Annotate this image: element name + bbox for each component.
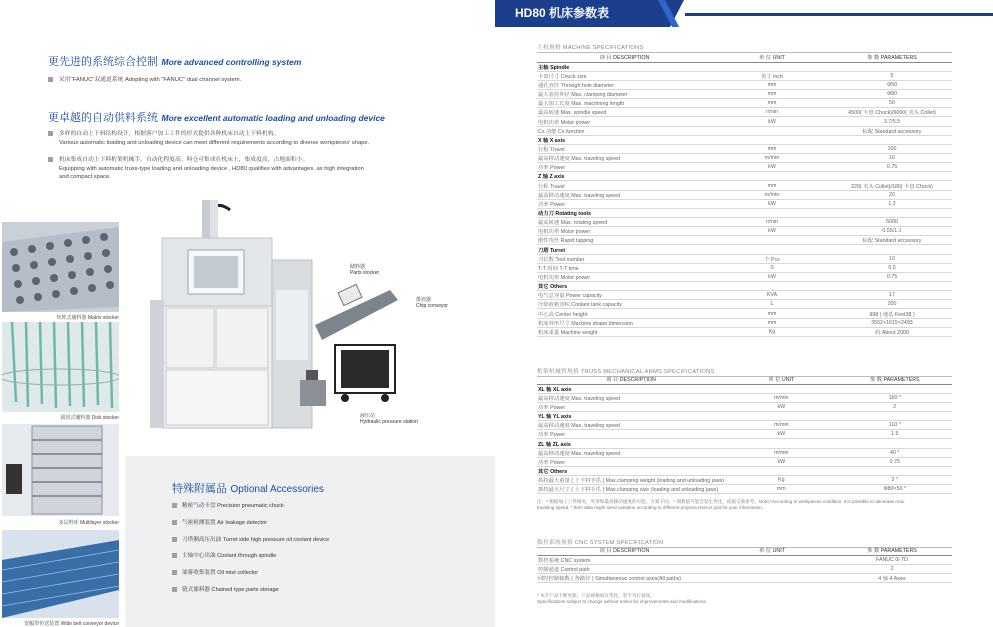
table-cell: 10 — [832, 254, 952, 263]
table-cell: T-T 时间 T-T time — [537, 263, 712, 272]
table-cell: mm — [712, 181, 832, 190]
table-cell: r/min — [712, 218, 832, 227]
para-loading — [48, 130, 369, 147]
bullet-square-icon — [172, 570, 177, 575]
table-section-row — [537, 208, 952, 217]
table-cell: 控制通道 Control path — [537, 564, 712, 573]
table-cell: ZL 轴 ZL axis — [537, 439, 725, 448]
table-cell: mm — [712, 80, 832, 89]
table-cell: 110 * — [838, 421, 952, 430]
hydraulic-station-label: 液压站 Hydraulic pressure station — [360, 413, 418, 425]
table-cell — [832, 172, 952, 181]
heading-loading-system — [48, 109, 385, 125]
table-cell — [712, 564, 832, 573]
table-cell: 机床外形尺寸 Machine shape dimension — [537, 318, 712, 327]
belt-conveyor-photo — [2, 530, 119, 618]
table-cell: 220( 夹头 Collet)/180( 卡盘 Chuck) — [832, 181, 952, 190]
table-cell: 最大装持外径 Max. clamping diameter — [537, 90, 712, 99]
table-cell: 3.7/5.5 — [832, 117, 952, 126]
table-cell: 中心高 Center height — [537, 309, 712, 318]
para2-en: Various automatic loading and unloading device can meet different requirements according to diverse workpieces' shape. — [59, 139, 370, 146]
table-cell: 0.75 — [832, 163, 952, 172]
table-row — [537, 99, 952, 108]
heading-controlling-system — [48, 53, 301, 69]
table-row — [537, 476, 952, 485]
table-row — [537, 126, 952, 135]
hd80-machine-illustration — [150, 200, 450, 430]
table-cell: 功率 Power — [537, 402, 725, 411]
table-cell: 1.2 — [832, 199, 952, 208]
table-cell: 16 — [832, 154, 952, 163]
bullet-square-icon — [48, 131, 53, 136]
accessory-item — [172, 585, 279, 593]
title-rule — [685, 13, 993, 16]
table-cell: 998 ( 地基 Feet38 ) — [832, 309, 952, 318]
table-cell: 2 — [832, 564, 952, 573]
table-row — [537, 300, 952, 309]
table-row — [537, 272, 952, 281]
table-cell: 功率 Power — [537, 199, 712, 208]
table-cell — [838, 439, 952, 448]
accessory-item-label: 气密检测装置 Air leakage detector — [182, 520, 267, 526]
table-cell — [838, 466, 952, 475]
table-section-row — [537, 62, 952, 71]
table-section-row — [537, 282, 952, 291]
table-cell: 100 — [832, 144, 952, 153]
table-row — [537, 309, 952, 318]
table-cell: m/min — [725, 421, 838, 430]
table-cell: Φ80×50 * — [838, 485, 952, 494]
column-header: 单 位 UNIT — [725, 375, 838, 384]
disk-stocker-caption: 圆盘式储料器 Disk stocker — [60, 415, 119, 421]
accessories-title-en: Optional Accessories — [230, 484, 324, 495]
table-row — [537, 555, 952, 564]
table-cell — [712, 245, 832, 254]
table-cell: L — [712, 300, 832, 309]
accessory-item — [172, 518, 267, 526]
para3-en2: and compact space. — [59, 174, 111, 181]
table-cell: kW — [712, 117, 832, 126]
table-cell: mm — [725, 485, 838, 494]
machine-spec-table — [537, 53, 952, 337]
para1-text: 采用"FANUC"双通道系统 Adopting with "FANUC" dual channel system. — [59, 77, 242, 83]
table-row — [537, 564, 952, 573]
table-cell: 英寸 inch — [712, 71, 832, 80]
table-row — [537, 154, 952, 163]
table-cell: 行程 Travel — [537, 181, 712, 190]
para2-cn: 多样的自动上下料结构设计，根据客户加工工件的形式提供各种机床自动上下料机构。 — [59, 131, 280, 137]
table-cell: Φ50 — [832, 80, 952, 89]
para-truss — [48, 156, 364, 182]
table-cell: 3552×1615×2493 — [832, 318, 952, 327]
table-section-row — [537, 245, 952, 254]
table-row — [537, 327, 952, 336]
footer-note: * 本手产品不断更新，产品规格如有变化，恕不另行通知。 Specifications subject to change without notice for improvements and modifications. — [537, 593, 708, 604]
table-cell: 抓持最大重量 ( 上下料手爪 ) Max.clamping weight (loading and unloading jaws) — [537, 476, 725, 485]
table-cell — [712, 208, 832, 217]
table-section-row — [537, 135, 952, 144]
table-row — [537, 117, 952, 126]
table-cell: 刀塔 Turret — [537, 245, 712, 254]
multilayer-stocker-photo — [2, 424, 119, 516]
table-section-row — [537, 384, 952, 393]
table-cell: m/min — [712, 190, 832, 199]
matrix-stocker-caption: 矩阵式储料器 Matrix stocker — [56, 315, 119, 321]
table-section-row — [537, 466, 952, 475]
accessories-title — [172, 480, 324, 496]
table-cell — [832, 282, 952, 291]
table-cell — [838, 384, 952, 393]
table-row — [537, 291, 952, 300]
table-cell — [712, 62, 832, 71]
table-cell: 160 * — [838, 393, 952, 402]
matrix-stocker-photo — [2, 222, 119, 312]
table-cell: 刀位数 Tool number — [537, 254, 712, 263]
table-cell: 功率 Power — [537, 163, 712, 172]
table-row — [537, 485, 952, 494]
table-cell: 个 Pcs — [712, 254, 832, 263]
accessory-item — [172, 535, 329, 543]
bullet-square-icon — [172, 503, 177, 508]
table-cell: kW — [725, 457, 838, 466]
table-cell: 17 — [832, 291, 952, 300]
table-row — [537, 144, 952, 153]
table-row — [537, 90, 952, 99]
table-row — [537, 71, 952, 80]
table-cell: kW — [712, 199, 832, 208]
table-cell: 最高移动速度 Max. traveling speed — [537, 190, 712, 199]
para3-cn: 机床集成自动上下料桁架机械手，自动化程度高；料仓可集成在机床上，集成度高，占地面积小。 — [59, 157, 309, 163]
table-cell: 最高转速 Max. rotating speed — [537, 218, 712, 227]
table-cell: mm — [712, 99, 832, 108]
multilayer-stocker-caption: 多层料库 Multilayer stocker — [58, 520, 119, 526]
truss-spec-table — [537, 375, 952, 494]
table-row — [537, 199, 952, 208]
table-cell — [832, 135, 952, 144]
table-cell — [712, 282, 832, 291]
table-cell: Z 轴 Z axis — [537, 172, 712, 181]
bullet-square-icon — [48, 77, 53, 82]
table-cell: r/min — [712, 108, 832, 117]
column-header: 参 数 PARAMETERS — [832, 546, 952, 555]
table-cell: FANUC 0i TD — [832, 555, 952, 564]
bullet-square-icon — [172, 553, 177, 558]
table-cell — [712, 236, 832, 245]
table-row — [537, 421, 952, 430]
table-cell: S — [712, 263, 832, 272]
table-cell — [725, 439, 838, 448]
table-cell: 主轴 Spindle — [537, 62, 712, 71]
table-row — [537, 227, 952, 236]
accessory-item-label: 油雾收集装置 Oil mist collector — [182, 570, 259, 576]
table-cell — [712, 573, 832, 582]
table-cell: kW — [712, 227, 832, 236]
table-cell — [832, 62, 952, 71]
column-header: 项 目 DESCRIPTION — [537, 375, 725, 384]
heading1-en: More advanced controlling system — [161, 57, 302, 67]
table-cell: m/min — [725, 393, 838, 402]
table-cell: 最高移动速度 Max. traveling speed — [537, 421, 725, 430]
table-row — [537, 181, 952, 190]
accessories-title-cn: 特殊附属品 — [172, 482, 227, 495]
bullet-square-icon — [48, 157, 53, 162]
accessory-item-label: 精密气动卡盘 Precision pneumatic chuck — [182, 503, 284, 509]
table-row — [537, 163, 952, 172]
column-header: 参 数 PARAMETERS — [838, 375, 952, 384]
table-row — [537, 263, 952, 272]
table-cell: 功率 Power — [537, 457, 725, 466]
column-header: 项 目 DESCRIPTION — [537, 546, 712, 555]
table-cell: 卡盘尺寸 Chuck size — [537, 71, 712, 80]
column-header: 单 位 UNIT — [712, 546, 832, 555]
table-cell: 最高移动速度 Max. traveling speed — [537, 154, 712, 163]
table-cell: 同时控制轴数 ( 各路径 ) Simultaneous control axes(All paths) — [537, 573, 712, 582]
table-cell: mm — [712, 144, 832, 153]
table-row — [537, 236, 952, 245]
table-cell: 数控系统 CNC system — [537, 555, 712, 564]
table-section-row — [537, 439, 952, 448]
table-cell: Cs 功能 Cs function — [537, 126, 712, 135]
table-cell: 行程 Travel — [537, 144, 712, 153]
table-cell: 0.5 — [832, 263, 952, 272]
table-cell: 约 About 2000 — [832, 327, 952, 336]
table-row — [537, 448, 952, 457]
page-title: HD80 机床参数表 — [495, 0, 670, 27]
machine-spec-heading: 主机规格 MACHINE SPECIFICATIONS — [537, 42, 952, 53]
table-cell — [725, 384, 838, 393]
table-cell — [712, 135, 832, 144]
table-cell: 通孔直径 Through hole diameter — [537, 80, 712, 89]
table-cell: 动力刀 Rotating tools — [537, 208, 712, 217]
table-cell: 冷却液箱容积 Coolant tank capacity — [537, 300, 712, 309]
table-header-row — [537, 546, 952, 555]
table-cell: 电机功率 Motor power — [537, 272, 712, 281]
table-cell: 最高转速 Max. spindle speed — [537, 108, 712, 117]
table-cell: 200 — [832, 300, 952, 309]
table-row — [537, 457, 952, 466]
table-cell: Φ80 — [832, 90, 952, 99]
accessory-item-label: 主轴中心出油 Coolant through spindle — [182, 553, 277, 559]
table-section-row — [537, 172, 952, 181]
table-cell: 4500( 卡盘 Chuck)/6000( 夹头 Collet) — [832, 108, 952, 117]
table-row — [537, 108, 952, 117]
heading1-cn: 更先进的系统综合控制 — [48, 55, 158, 68]
table-cell — [725, 412, 838, 421]
table-cell: 最高移动速度 Max. traveling speed — [537, 393, 725, 402]
disk-stocker-photo — [2, 322, 119, 412]
column-header: 单 位 UNIT — [712, 53, 832, 62]
table-cell: 刚性攻丝 Rapid tapping — [537, 236, 712, 245]
table-cell: 40 * — [838, 448, 952, 457]
table-cell: Kg — [712, 327, 832, 336]
heading2-cn: 更卓越的自动供料系统 — [48, 111, 158, 124]
table-header-row — [537, 375, 952, 384]
column-header: 项 目 DESCRIPTION — [537, 53, 712, 62]
heading2-en: More excellent automatic loading and unloading device — [161, 113, 385, 123]
table-cell: 2 * — [838, 476, 952, 485]
para-fanuc — [48, 76, 241, 85]
truss-note: 注：* 根据加工工件情况，外形和最高移动速度的可能，方案不同，* 项数值可能会发生变化，依据交收参考。Note:*According to workpieces condition, it is possible to decrease max. traveling speed. * Item data might send variation according to different projects.Here is just for your information。 — [537, 499, 906, 510]
table-cell: 5 — [832, 71, 952, 80]
table-cell: X 轴 X axis — [537, 135, 712, 144]
table-cell: 0.75 — [832, 272, 952, 281]
belt-conveyor-caption: 宽幅带传送装置 Wide belt conveyor device — [24, 621, 119, 627]
table-cell: 最高移动速度 Max. traveling speed — [537, 448, 725, 457]
bullet-square-icon — [172, 537, 177, 542]
table-cell: 其它 Others — [537, 466, 725, 475]
table-cell — [725, 466, 838, 475]
table-cell — [838, 412, 952, 421]
table-cell — [712, 172, 832, 181]
accessory-item — [172, 501, 284, 509]
accessory-item-label: 链式储料器 Chained type parts storage — [182, 587, 279, 593]
table-row — [537, 402, 952, 411]
table-row — [537, 573, 952, 582]
cnc-spec-table — [537, 546, 952, 583]
table-cell: m/min — [725, 448, 838, 457]
table-cell: m/min — [712, 154, 832, 163]
table-cell: 最大加工长度 Max. machining length — [537, 99, 712, 108]
table-cell: 标配 Standard accessory — [832, 236, 952, 245]
table-cell: 4 轴 4 Axes — [832, 573, 952, 582]
table-cell: mm — [712, 90, 832, 99]
table-cell: 20 — [832, 190, 952, 199]
table-cell: 功率 Power — [537, 430, 725, 439]
table-cell: kW — [712, 163, 832, 172]
table-cell — [832, 245, 952, 254]
table-header-row — [537, 53, 952, 62]
table-row — [537, 393, 952, 402]
table-cell: 5000 — [832, 218, 952, 227]
accessory-item — [172, 551, 276, 559]
table-row — [537, 254, 952, 263]
table-cell: 电机功率 Motor power — [537, 227, 712, 236]
table-cell: Kg — [725, 476, 838, 485]
chip-conveyor-label: 排屑器 Chip conveyor — [416, 297, 448, 309]
table-cell: kW — [725, 430, 838, 439]
table-cell: 50 — [832, 99, 952, 108]
table-cell: 电气总容量 Power capacity — [537, 291, 712, 300]
table-cell: XL 轴 XL axis — [537, 384, 725, 393]
table-cell: YL 轴 YL axis — [537, 412, 725, 421]
table-row — [537, 80, 952, 89]
table-row — [537, 318, 952, 327]
table-cell: 电机功率 Motor power — [537, 117, 712, 126]
table-cell: mm — [712, 318, 832, 327]
accessory-item — [172, 568, 258, 576]
table-row — [537, 218, 952, 227]
parts-stocker-label: 储料器 Parts stocker — [350, 264, 380, 276]
table-cell: 2 — [838, 402, 952, 411]
table-cell: 1.5 — [838, 430, 952, 439]
table-cell: mm — [712, 309, 832, 318]
table-cell: kW — [712, 272, 832, 281]
table-cell: 其它 Others — [537, 282, 712, 291]
para3-en1: Equipping with automatic truss-type loading and unloading device , HD80 qualifies with advantages, as high integration — [59, 165, 364, 172]
table-row — [537, 190, 952, 199]
table-cell: 0.55/1.1 — [832, 227, 952, 236]
table-cell: kW — [725, 402, 838, 411]
table-cell: KVA — [712, 291, 832, 300]
table-cell: 0.75 — [838, 457, 952, 466]
bullet-square-icon — [172, 587, 177, 592]
table-cell: 标配 Standard accessory — [832, 126, 952, 135]
table-cell — [712, 126, 832, 135]
table-cell: 机床重量 Machine weight — [537, 327, 712, 336]
table-cell — [712, 555, 832, 564]
table-section-row — [537, 412, 952, 421]
accessory-item-label: 刀塔侧高压出油 Turret side high pressure oil coolant device — [182, 537, 330, 543]
column-header: 参 数 PARAMETERS — [832, 53, 952, 62]
cnc-spec-heading: 数控系统规格 CNC SYSTEM SPECIFICATION — [537, 537, 952, 548]
bullet-square-icon — [172, 520, 177, 525]
truss-spec-heading: 桁架机械臂规格 TRUSS MECHANICAL ARMS SPECIFICATIONS — [537, 366, 952, 377]
table-cell — [832, 208, 952, 217]
table-row — [537, 430, 952, 439]
table-cell: 抓持最大尺寸 ( 上下料手爪 ) Max.clamping size (loading and unloading jaws) — [537, 485, 725, 494]
